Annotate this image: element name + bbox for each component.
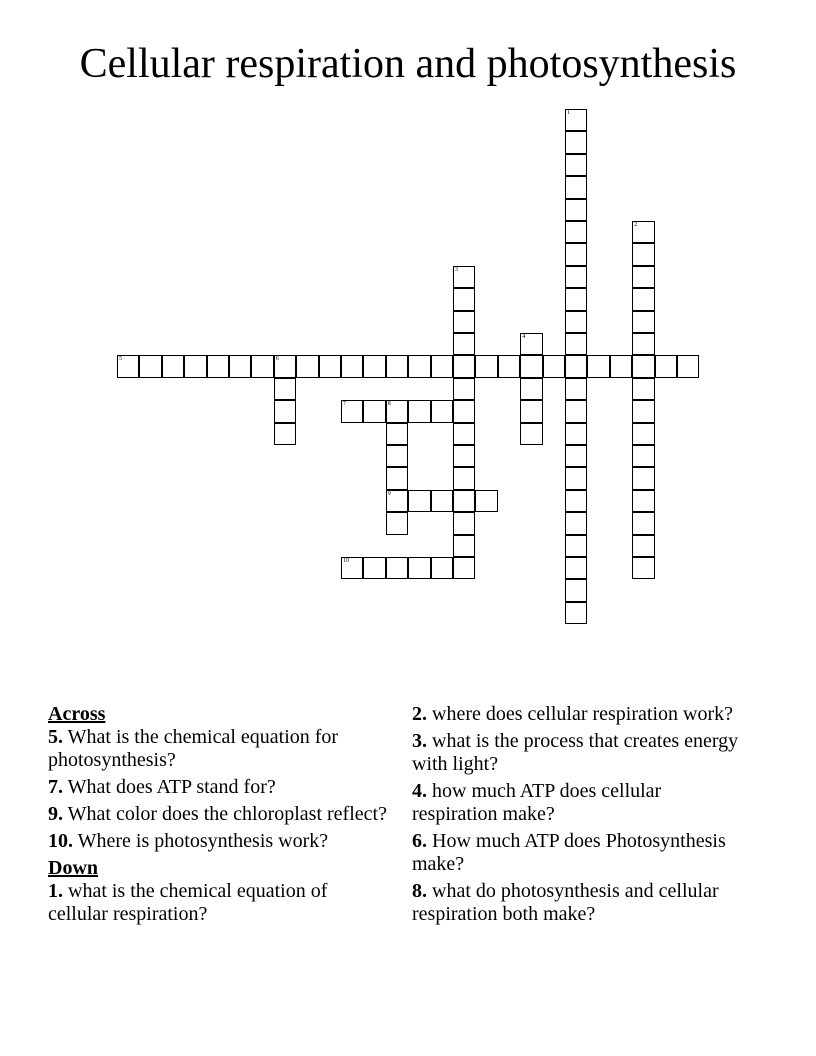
crossword-cell[interactable] xyxy=(587,355,609,377)
crossword-cell[interactable] xyxy=(453,445,475,467)
crossword-cell[interactable] xyxy=(453,311,475,333)
cell-number: 8 xyxy=(387,401,391,408)
crossword-cell[interactable] xyxy=(520,355,542,377)
crossword-cell[interactable] xyxy=(565,288,587,310)
crossword-cell[interactable] xyxy=(453,490,475,512)
crossword-cell[interactable] xyxy=(565,445,587,467)
crossword-cell[interactable] xyxy=(565,221,587,243)
crossword-cell[interactable] xyxy=(632,266,654,288)
crossword-cell[interactable] xyxy=(565,131,587,153)
crossword-cell[interactable] xyxy=(386,445,408,467)
crossword-cell[interactable] xyxy=(274,400,296,422)
crossword-cell[interactable] xyxy=(565,378,587,400)
crossword-cell[interactable] xyxy=(565,490,587,512)
crossword-cell[interactable] xyxy=(475,355,497,377)
cell-number: 9 xyxy=(387,490,391,497)
crossword-cell[interactable] xyxy=(565,557,587,579)
clue-across-9: 9. What color does the chloroplast reflect? xyxy=(48,803,387,825)
crossword-cell[interactable] xyxy=(565,355,587,377)
cell-number: 6 xyxy=(275,356,279,363)
crossword-cell[interactable] xyxy=(610,355,632,377)
crossword-cell[interactable] xyxy=(453,355,475,377)
crossword-cell[interactable] xyxy=(520,333,542,355)
clue-down-1: 1. what is the chemical equation of cellular respiration? xyxy=(48,880,328,925)
crossword-cell[interactable] xyxy=(453,378,475,400)
clue-across-5: 5. What is the chemical equation for photosynthesis? xyxy=(48,726,339,771)
crossword-cell[interactable] xyxy=(431,400,453,422)
crossword-cell[interactable] xyxy=(274,378,296,400)
clue-down-2: 2. where does cellular respiration work? xyxy=(412,703,733,725)
crossword-cell[interactable] xyxy=(319,355,341,377)
crossword-cell[interactable] xyxy=(565,602,587,624)
crossword-cell[interactable] xyxy=(386,400,408,422)
crossword-cell[interactable] xyxy=(475,490,497,512)
crossword-cell[interactable] xyxy=(520,378,542,400)
crossword-cell[interactable] xyxy=(386,423,408,445)
cell-number: 10 xyxy=(343,558,349,564)
crossword-cell[interactable] xyxy=(498,355,520,377)
crossword-cell[interactable] xyxy=(341,400,363,422)
crossword-cell[interactable] xyxy=(341,557,363,579)
crossword-cell[interactable] xyxy=(632,378,654,400)
crossword-cell[interactable] xyxy=(386,467,408,489)
crossword-cell[interactable] xyxy=(565,109,587,131)
cell-number: 1 xyxy=(567,110,570,116)
crossword-cell[interactable] xyxy=(408,400,430,422)
crossword-cell[interactable] xyxy=(408,557,430,579)
cell-number: 5 xyxy=(119,356,122,363)
crossword-cell[interactable] xyxy=(632,467,654,489)
crossword-cell[interactable] xyxy=(431,490,453,512)
clue-down-6: 6. How much ATP does Photosynthesis make? xyxy=(412,830,726,875)
crossword-cell[interactable] xyxy=(632,221,654,243)
crossword-cell[interactable] xyxy=(520,400,542,422)
clue-down-4: 4. how much ATP does cellular respiration make? xyxy=(412,780,662,825)
crossword-cell[interactable] xyxy=(386,557,408,579)
crossword-cell[interactable] xyxy=(453,557,475,579)
crossword-cell[interactable] xyxy=(341,355,363,377)
crossword-cell[interactable] xyxy=(408,490,430,512)
crossword-cell[interactable] xyxy=(386,355,408,377)
crossword-cell[interactable] xyxy=(184,355,206,377)
clues-right-column xyxy=(412,703,742,930)
clue-across-10: 10. Where is photosynthesis work? xyxy=(48,830,329,852)
across-heading: Across xyxy=(48,703,106,725)
crossword-cell[interactable] xyxy=(431,557,453,579)
crossword-cell[interactable] xyxy=(632,400,654,422)
crossword-cell[interactable] xyxy=(162,355,184,377)
crossword-cell[interactable] xyxy=(274,423,296,445)
clue-down-8: 8. what do photosynthesis and cellular respiration both make? xyxy=(412,880,719,925)
crossword-cell[interactable] xyxy=(453,266,475,288)
crossword-cell[interactable] xyxy=(565,266,587,288)
crossword-cell[interactable] xyxy=(655,355,677,377)
crossword-cell[interactable] xyxy=(565,199,587,221)
crossword-cell[interactable] xyxy=(632,445,654,467)
crossword-cell[interactable] xyxy=(632,311,654,333)
crossword-cell[interactable] xyxy=(386,512,408,534)
crossword-cell[interactable] xyxy=(565,400,587,422)
crossword-cell[interactable] xyxy=(363,557,385,579)
crossword-cell[interactable] xyxy=(632,535,654,557)
crossword-cell[interactable] xyxy=(565,423,587,445)
crossword-cell[interactable] xyxy=(565,467,587,489)
crossword-cell[interactable] xyxy=(139,355,161,377)
crossword-cell[interactable] xyxy=(453,467,475,489)
crossword-cell[interactable] xyxy=(453,535,475,557)
clue-across-7: 7. What does ATP stand for? xyxy=(48,776,276,798)
crossword-cell[interactable] xyxy=(677,355,699,377)
crossword-cell[interactable] xyxy=(543,355,565,377)
crossword-cell[interactable] xyxy=(632,512,654,534)
clue-down-3: 3. what is the process that creates energy with light? xyxy=(412,730,739,775)
crossword-cell[interactable] xyxy=(363,355,385,377)
crossword-cell[interactable] xyxy=(632,423,654,445)
crossword-cell[interactable] xyxy=(296,355,318,377)
crossword-cell[interactable] xyxy=(453,512,475,534)
cell-number: 3 xyxy=(455,266,458,273)
crossword-cell[interactable] xyxy=(251,355,273,377)
crossword-cell[interactable] xyxy=(632,355,654,377)
crossword-cell[interactable] xyxy=(632,557,654,579)
crossword-cell[interactable] xyxy=(408,355,430,377)
crossword-cell[interactable] xyxy=(453,333,475,355)
crossword-cell[interactable] xyxy=(431,355,453,377)
crossword-cell[interactable] xyxy=(565,333,587,355)
crossword-cell[interactable] xyxy=(117,355,139,377)
crossword-cell[interactable] xyxy=(453,400,475,422)
page-title: Cellular respiration and photosynthesis xyxy=(79,41,737,87)
cell-number: 4 xyxy=(522,334,526,340)
crossword-cell[interactable] xyxy=(565,535,587,557)
crossword-cell[interactable] xyxy=(229,355,251,377)
crossword-cell[interactable] xyxy=(632,288,654,310)
crossword-cell[interactable] xyxy=(565,579,587,601)
crossword-cell[interactable] xyxy=(274,355,296,377)
crossword-cell[interactable] xyxy=(363,400,385,422)
down-heading: Down xyxy=(48,857,99,879)
crossword-cell[interactable] xyxy=(386,490,408,512)
cell-number: 7 xyxy=(343,401,346,408)
crossword-cell[interactable] xyxy=(565,311,587,333)
crossword-cell[interactable] xyxy=(565,176,587,198)
crossword-cell[interactable] xyxy=(632,490,654,512)
cell-number: 2 xyxy=(634,222,638,228)
crossword-cell[interactable] xyxy=(520,423,542,445)
crossword-cell[interactable] xyxy=(453,288,475,310)
clues-left-column xyxy=(48,703,388,930)
crossword-cell[interactable] xyxy=(565,512,587,534)
crossword-cell[interactable] xyxy=(632,243,654,265)
crossword-cell[interactable] xyxy=(565,243,587,265)
crossword-cell[interactable] xyxy=(453,423,475,445)
crossword-cell[interactable] xyxy=(632,333,654,355)
crossword-cell[interactable] xyxy=(565,154,587,176)
crossword-cell[interactable] xyxy=(207,355,229,377)
